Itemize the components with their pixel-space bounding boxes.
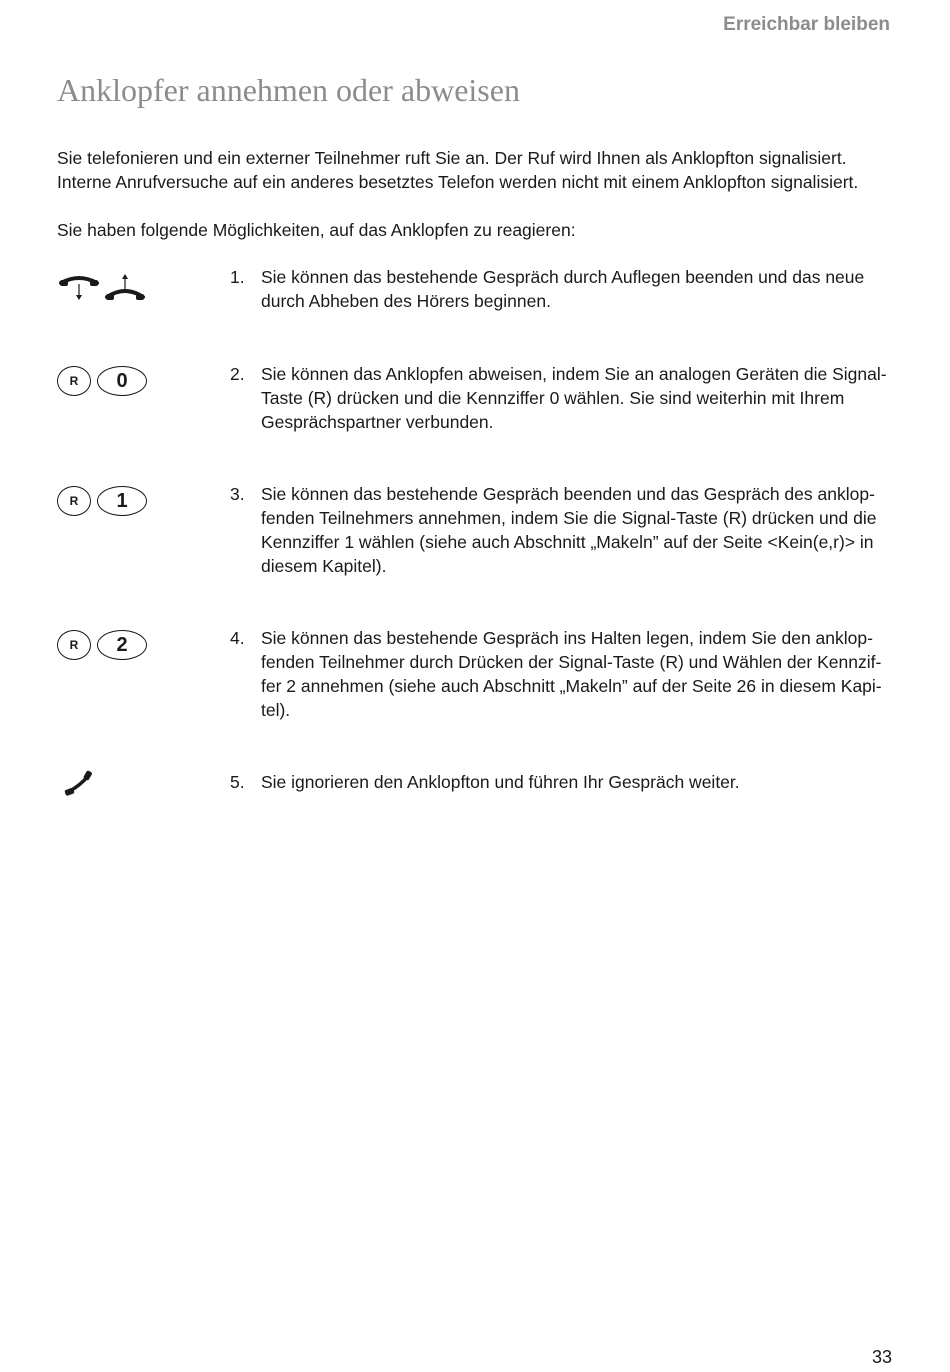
step-line: Sie können das bestehende Gespräch beenden und das Gespräch des anklop-	[261, 484, 875, 504]
step-line: Sie können das bestehende Gespräch durch Auflegen beenden und das neue	[261, 267, 865, 287]
step-line: diesem Kapitel).	[261, 556, 387, 576]
step-line: Sie ignorieren den Anklopfton und führen Ihr Gespräch weiter.	[261, 772, 740, 792]
step-line: tel).	[261, 700, 291, 720]
step-number: 2.	[230, 364, 245, 384]
step-line: fenden Teilnehmer durch Drücken der Signal-Taste (R) und Wählen der Kennzif-	[261, 652, 882, 672]
step-number: 1.	[230, 267, 245, 287]
step-line: Kennziffer 1 wählen (siehe auch Abschnitt „Makeln” auf der Seite <Kein(e,r)> in	[261, 532, 874, 552]
intro-line: Interne Anrufversuche auf ein anderes besetztes Telefon werden nicht mit einem Anklopfton signalisiert.	[57, 172, 859, 192]
step-line: Gesprächspartner verbunden.	[261, 412, 494, 432]
hang-up-pick-up-icons	[57, 265, 147, 310]
step-text	[261, 362, 891, 434]
step-text	[261, 626, 891, 722]
step-text	[261, 482, 891, 578]
intro-line: Sie telefonieren und ein externer Teilnehmer ruft Sie an. Der Ruf wird Ihnen als Anklopfton signalisiert.	[57, 148, 847, 168]
step-line: Sie können das bestehende Gespräch ins Halten legen, indem Sie den anklop-	[261, 628, 873, 648]
step-line: Sie können das Anklopfen abweisen, indem Sie an analogen Geräten die Signal-	[261, 364, 887, 384]
step-text	[261, 770, 891, 794]
signal-key-r: R	[57, 630, 91, 660]
digit-key: 1	[97, 486, 147, 516]
step-line: fer 2 annehmen (siehe auch Abschnitt „Makeln” auf der Seite 26 in diesem Kapi-	[261, 676, 882, 696]
key-combination	[57, 630, 147, 660]
step-line: Taste (R) drücken und die Kennziffer 0 wählen. Sie sind weiterhin mit Ihrem	[261, 388, 845, 408]
step-number: 3.	[230, 484, 245, 504]
running-header: Erreichbar bleiben	[723, 14, 890, 35]
step-text	[261, 265, 891, 313]
key-combination	[57, 486, 147, 516]
step-line: fenden Teilnehmers annehmen, indem Sie die Signal-Taste (R) drücken und die	[261, 508, 877, 528]
page-number: 33	[871, 1347, 892, 1367]
hang-up-icon	[57, 265, 147, 305]
options-intro: Sie haben folgende Möglichkeiten, auf das Anklopfen zu reagieren:	[57, 220, 576, 240]
key-combination	[57, 366, 147, 396]
page-title: Anklopfer annehmen oder abweisen	[57, 72, 520, 108]
step-number: 4.	[230, 628, 245, 648]
digit-key: 2	[97, 630, 147, 660]
signal-key-r: R	[57, 486, 91, 516]
step-number: 5.	[230, 772, 245, 792]
intro-paragraph	[57, 146, 897, 194]
handset-icon	[64, 770, 96, 803]
digit-key: 0	[97, 366, 147, 396]
signal-key-r: R	[57, 366, 91, 396]
step-line: durch Abheben des Hörers beginnen.	[261, 291, 551, 311]
